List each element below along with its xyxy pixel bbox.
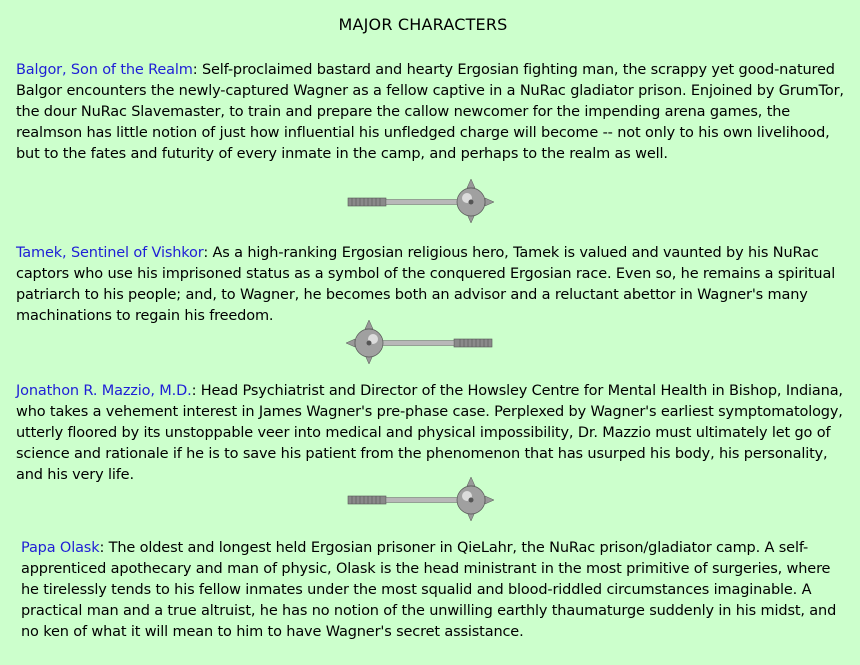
character-name: Tamek, Sentinel of Vishkor: [16, 245, 204, 261]
mace-icon: [346, 178, 496, 224]
character-description: : Self-proclaimed bastard and hearty Ergosian fighting man, the scrappy yet good-natured Balgor encounters the newly-captured Wagner as a fellow captive in a NuRac gladiator prison. Enjoined by GrumTor, the dour NuRac Slavemaster, to train and prepare the callow newcomer for the impending arena games, the realmson has little notion of just how influential his unfledged charge will become -- not only to his own livelihood, but to the fates and futurity of every inmate in the camp, and perhaps to the realm as well.: [16, 62, 844, 162]
page-heading: MAJOR CHARACTERS: [338, 15, 508, 34]
character-name: Balgor, Son of the Realm: [16, 62, 193, 78]
character-description: : Head Psychiatrist and Director of the Howsley Centre for Mental Health in Bishop, Indiana, who takes a vehement interest in James Wagner's pre-phase case. Perplexed by Wagner's earliest symptomatology, utterly floored by its unstoppable veer into medical and physical impossibility, Dr. Mazzio must ultimately let go of science and rationale if he is to save his patient from the phenomenon that has usurped his body, his personality, and his very life.: [16, 383, 843, 483]
character-name: Papa Olask: [21, 540, 100, 556]
mace-icon: [344, 319, 494, 365]
character-description: : The oldest and longest held Ergosian prisoner in QieLahr, the NuRac prison/gladiator camp. A self-apprenticed apothecary and man of physic, Olask is the head ministrant in the most primitive of surgeries, where he tirelessly tends to his fellow inmates under the most squalid and blood-riddled circumstances imaginable. A practical man and a true altruist, he has no notion of the unwilling earthly thaumaturge suddenly in his midst, and no ken of what it will mean to him to have Wagner's secret assistance.: [21, 540, 837, 640]
character-description: : As a high-ranking Ergosian religious hero, Tamek is valued and vaunted by his NuRac captors who use his imprisoned status as a symbol of the conquered Ergosian race. Even so, he remains a spiritual patriarch to his people; and, to Wagner, he becomes both an advisor and a reluctant abettor in Wagner's many machinations to regain his freedom.: [16, 245, 836, 324]
character-name: Jonathon R. Mazzio, M.D.: [16, 383, 192, 399]
character-entry-tamek: [16, 243, 846, 327]
character-entry-balgor: [16, 60, 846, 165]
mace-icon: [346, 476, 496, 522]
character-entry-olask: [21, 538, 843, 643]
character-entry-mazzio: [16, 381, 846, 486]
